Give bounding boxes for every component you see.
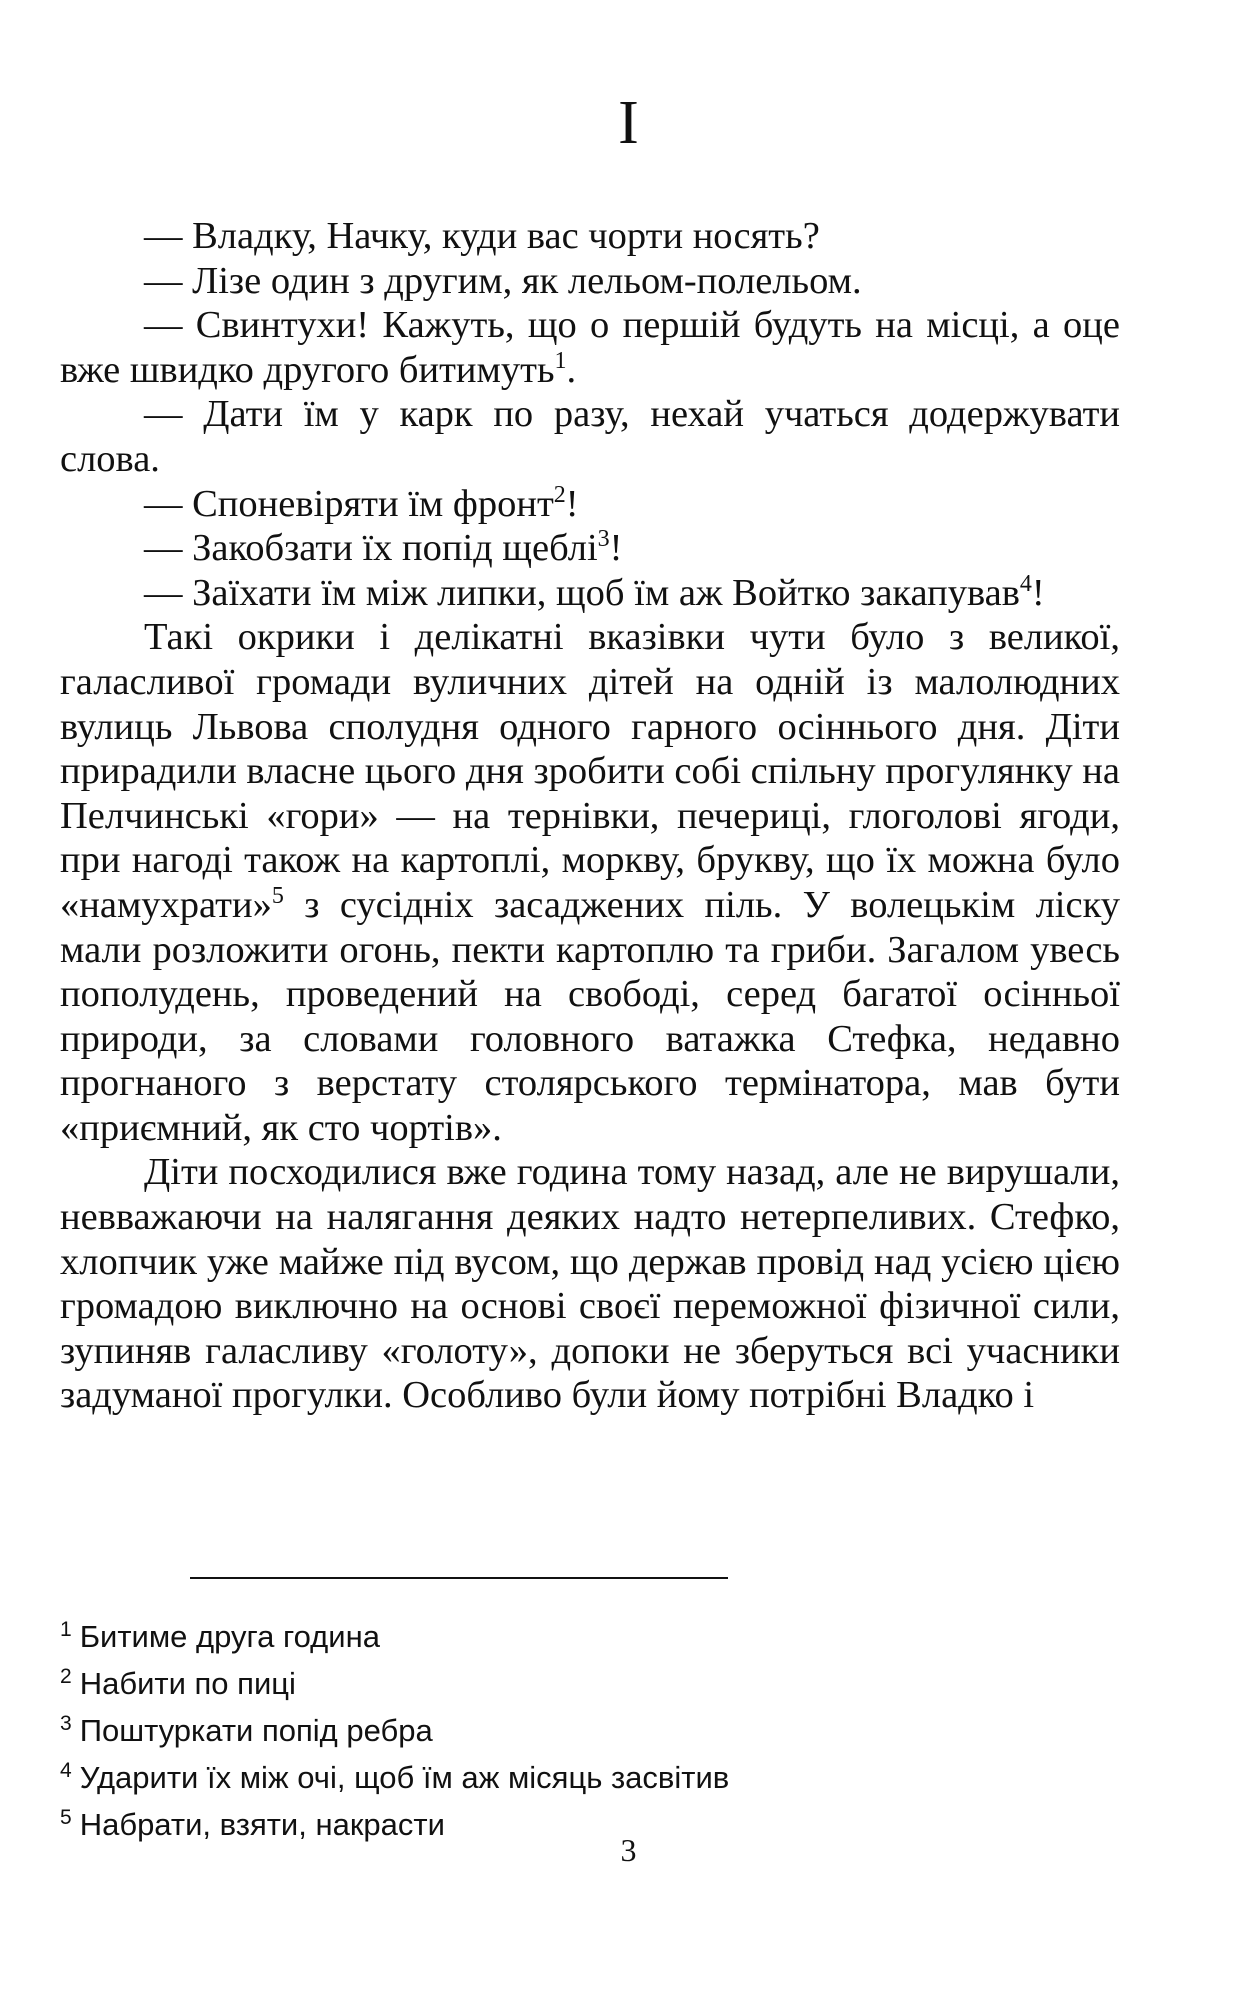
footnote-ref: 5 [271, 882, 284, 909]
dialogue-line: — Свинтухи! Кажуть, що о першій будуть на місці, а оце вже швидко другого битимуть$^1$. [60, 304, 1120, 391]
footnote-ref: 3 [597, 526, 610, 553]
paragraph: Такі окрики і делікатні вказівки чути було з великої, галасливої громади вуличних дітей на одній із малолюдних вулиць Львова сполудня одного гарного осіннього дня. Діти прирадили власне цього дня зробити собі спільну прогулянку на Пелчинські «гори» — на тернівки, печериці, глоголові ягоди, при нагоді також на картоплі, моркву, брукву, що їх можна було «намухрати»$^5$ з сусідніх засаджених піль. У волецькім ліску мали розложити огонь, пекти картоплю та гриби. Загалом увесь пополудень, проведений на свободі, серед багатої осінньої природи, за словами головного ватажка Стефка, недавно прогнаного з верстату столярського термінатора, мав бути «приємний, як сто чортів». [60, 616, 1120, 1149]
footnote-ref: 4 [1019, 570, 1032, 597]
dialogue-line: — Споневіряти їм фронт$^2$! [144, 481, 579, 525]
footnotes [60, 1610, 1120, 1845]
footnote [60, 1704, 1120, 1751]
dialogue-line: — Владку, Начку, куди вас чорти носять? [144, 215, 820, 257]
footnote-divider [190, 1577, 728, 1579]
dialogue-line: — Заїхати їм між липки, щоб їм аж Войтко закапував$^4$! [144, 570, 1045, 614]
dialogue-line: — Закобзати їх попід щеблі$^3$! [144, 526, 623, 570]
footnote-text: Поштуркати попід ребра [79, 1713, 433, 1748]
footnote-number: 2 [60, 1665, 72, 1688]
footnote-number: 4 [60, 1759, 72, 1782]
dialogue-line: — Лізе один з другим, як лельом-полельом. [144, 259, 862, 302]
footnote [60, 1751, 1120, 1798]
chapter-heading: I [618, 89, 639, 157]
footnote-text: Ударити їх між очі, щоб їм аж місяць засвітив [79, 1760, 730, 1795]
footnote-ref: 1 [554, 347, 567, 374]
footnote-text: Битиме друга година [79, 1619, 380, 1654]
footnote-number: 5 [60, 1806, 72, 1829]
footnote-text: Набити по пиці [79, 1666, 296, 1701]
dialogue-line: — Дати їм у карк по разу, нехай учаться додержувати слова. [60, 393, 1120, 480]
page-number: 3 [620, 1832, 637, 1868]
footnote-number: 3 [60, 1712, 72, 1735]
body-text [60, 214, 1120, 1418]
footnote [60, 1610, 1120, 1657]
footnote [60, 1657, 1120, 1704]
footnote-number: 1 [60, 1618, 72, 1641]
footnote-ref: 2 [553, 481, 566, 508]
footnote-text: Набрати, взяти, накрасти [79, 1807, 445, 1842]
paragraph: Діти посходилися вже година тому назад, але не вирушали, невважаючи на налягання деяких надто нетерпеливих. Стефко, хлопчик уже майже під вусом, що держав провід над усією цією громадою виключно на основі своєї переможної фізичної сили, зупиняв галасливу «голоту», допоки не зберуться всі учасники задуманої прогулки. Особливо були йому потрібні Владко і [60, 1151, 1120, 1417]
